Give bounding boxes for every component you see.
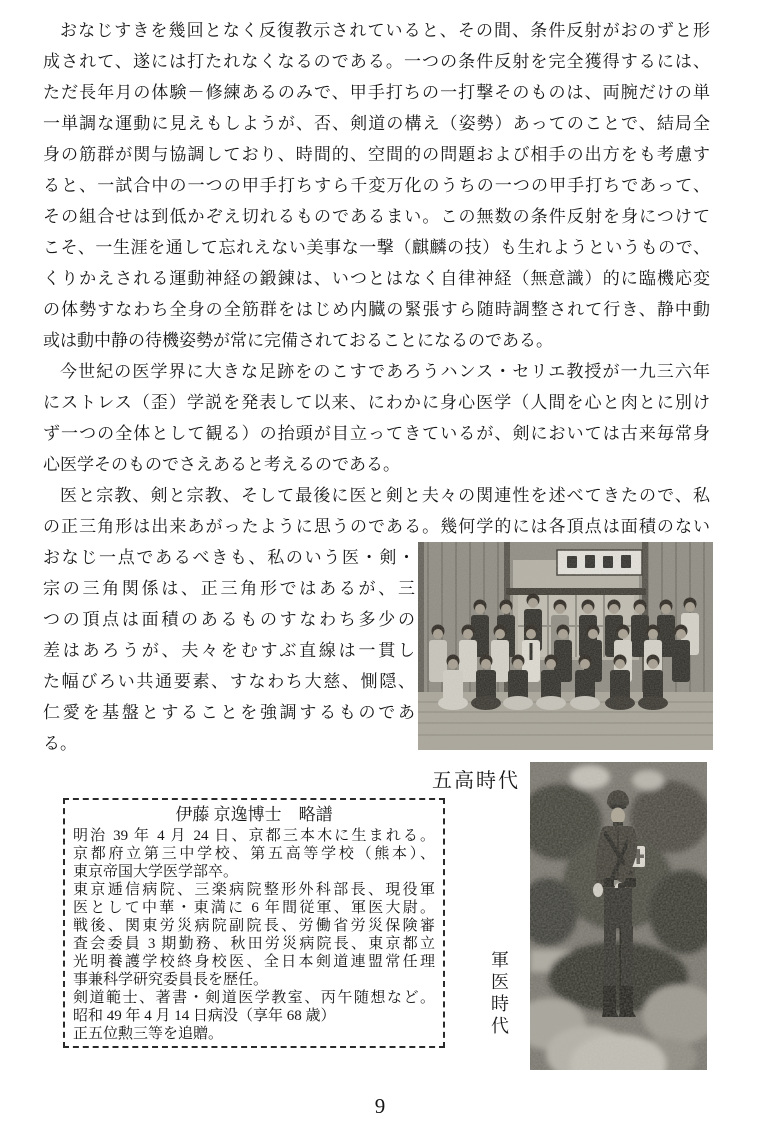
body-line: 一単調な運動に見えもしようが、否、剣道の構え（姿勢）あってのことで、結局全: [43, 114, 710, 133]
bio-line: 京都府立第三中学校、第五高等学校（熊本）、: [73, 846, 435, 862]
bio-line: 明治 39 年 4 月 24 日、京都三本木に生まれる。: [73, 828, 435, 844]
bio-line: 東京逓信病院、三楽病院整形外科部長、現役軍: [73, 882, 435, 898]
body-line: ただ長年月の体験－修練あるのみで、甲手打ちの一打撃そのものは、両腕だけの単: [43, 83, 710, 102]
bio-line: 査会委員 3 期勤務、秋田労災病院長、東京都立: [73, 936, 435, 952]
body-line: の体勢すなわち全身の全筋群をはじめ内臓の緊張すら随時調整されて行き、静中動: [43, 300, 710, 319]
narrow-line: 仁愛を基盤とすることを強調するものであ: [43, 703, 415, 722]
bio-line: 戦後、関東労災病院副院長、労働省労災保険審: [73, 918, 435, 934]
bio-line: 医として中華・東満に 6 年間従軍、軍医大尉。: [73, 900, 435, 916]
bio-line: 正五位勲三等を追贈。: [73, 1026, 224, 1042]
body-text-narrow: [43, 542, 415, 759]
bio-line: 東京帝国大学医学部卒。: [73, 864, 239, 880]
narrow-line: た幅びろい共通要素、すなわち大慈、惻隠、: [43, 672, 415, 691]
bio-line: 光明養護学校終身校医、全日本剣道連盟常任理: [73, 954, 435, 970]
group-photo-caption: 五高時代: [432, 770, 520, 792]
narrow-line: 宗の三角関係は、正三角形ではあるが、三: [43, 579, 415, 598]
body-line: その組合せは到低かぞえ切れるものであるまい。この無数の条件反射を身につけて: [43, 207, 710, 226]
body-line: ず一つの全体として観る）の抬頭が目立ってきているが、剣においては古来毎常身: [43, 424, 710, 443]
bio-box: [63, 798, 445, 1048]
body-line: 身の筋群が関与協調しており、時間的、空間的の問題および相手の出方をも考慮す: [43, 145, 710, 164]
body-line: 今世紀の医学界に大きな足跡をのこすであろうハンス・セリエ教授が一九三六年: [60, 362, 710, 381]
body-line: 成されて、遂には打たれなくなるのである。一つの条件反射を完全獲得するには、: [43, 52, 710, 71]
bio-line: 事兼科学研究委員長を歴任。: [73, 972, 269, 988]
bio-line: 剣道範士、著書・剣道医学教室、丙午随想など。: [73, 990, 435, 1006]
narrow-line: おなじ一点であるべきも、私のいう医・剣・: [43, 548, 415, 567]
body-line: にストレス（歪）学説を発表して以来、にわかに身心医学（人間を心と肉とに別け: [43, 393, 710, 412]
body-line: 或は動中静の待機姿勢が常に完備されておることになるのである。: [43, 331, 553, 350]
narrow-line: つの頂点は面積のあるものすなわち多少の: [43, 610, 415, 629]
dojo-group-photo: [418, 542, 713, 750]
body-line: の正三角形は出来あがったように思うのである。幾何学的には各頂点は面積のない: [43, 517, 710, 536]
dojo-group-photo-illustration: [418, 542, 713, 750]
army-medic-photo-illustration: [530, 762, 707, 1070]
body-line: くりかえされる運動神経の鍛錬は、いつとはなく自律神経（無意識）的に臨機応変: [43, 269, 710, 288]
body-line: 心医学そのものでさえあると考えるのである。: [43, 455, 400, 474]
bio-line: 昭和 49 年 4 月 14 日病没（享年 68 歳）: [73, 1008, 336, 1024]
body-line: 医と宗教、剣と宗教、そして最後に医と剣と夫々の関連性を述べてきたので、私: [60, 486, 710, 505]
army-medic-photo: [530, 762, 707, 1070]
narrow-line: 差はあろうが、夫々をむすぶ直線は一貫し: [43, 641, 415, 660]
body-line: ると、一試合中の一つの甲手打ちすら千変万化のうちの一つの甲手打ちであって、: [43, 176, 710, 195]
page-number: 9: [374, 1094, 386, 1118]
narrow-line: る。: [43, 734, 77, 753]
bio-title: 伊藤 京逸博士 略譜: [175, 805, 333, 824]
body-text: [43, 15, 710, 542]
body-line: こそ、一生涯を通して忘れえない美事な一撃（麒麟の技）も生れようというもので、: [43, 238, 710, 257]
body-line: おなじすきを幾回となく反復教示されていると、その間、条件反射がおのずと形: [60, 21, 710, 40]
military-photo-caption: 軍医時代: [489, 950, 509, 1038]
